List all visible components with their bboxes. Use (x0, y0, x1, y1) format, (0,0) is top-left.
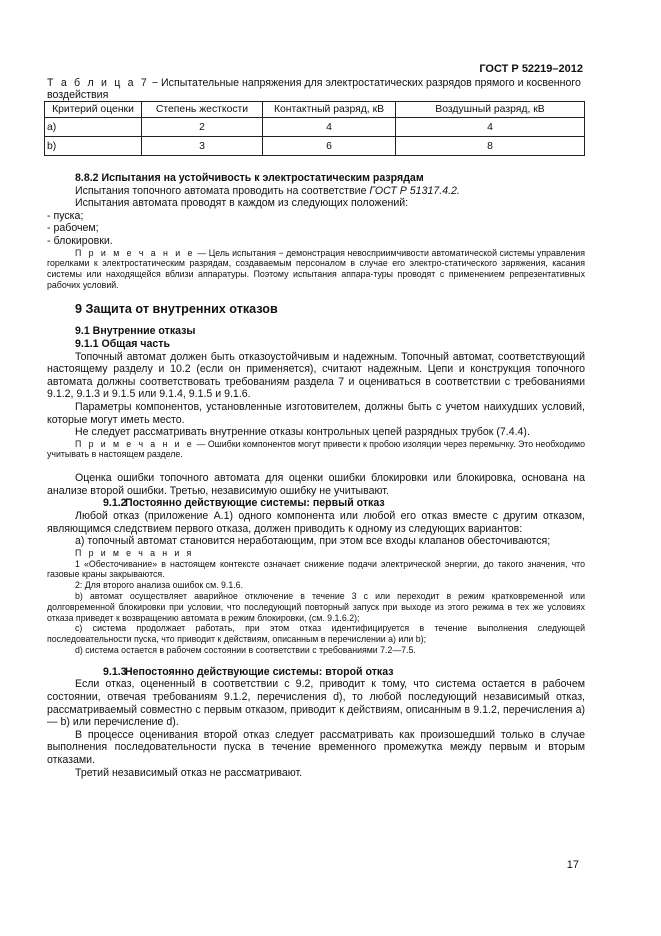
section-title: Непостоянно действующие системы: второй отказ (125, 665, 394, 678)
column-header: Критерий оценки (45, 102, 142, 118)
paragraph: Оценка ошибки топочного автомата для оценки ошибки блокировки или блокировка, основана на анализе второй ошибки. Третью, независимую ошибку не учитывают. (47, 472, 585, 497)
table-cell: а) (45, 118, 142, 137)
paragraph: Испытания автомата проводят в каждом из следующих положений: (75, 197, 409, 210)
note-text: — Цель испытания − демонстрация невосприимчивости автоматической системы управления горелками к электростатическим разрядам, создаваемым персоналом в случае его электро-статического заряжения, касания системы или находящейся вблизи аппаратуры. Поэтому испытания аппара-туры проводят с применением репрезентативных рабочих условий. (47, 247, 585, 290)
table-caption-label: Т а б л и ц а 7 (47, 77, 149, 89)
note (47, 439, 585, 461)
section-heading: 9.1 Внутренние отказы (75, 325, 196, 338)
document-body (47, 172, 585, 779)
notes-label: П р и м е ч а н и я (75, 547, 194, 558)
section-number: 9.1.3 (103, 665, 127, 678)
section-heading: 9.1.1 Общая часть (75, 337, 171, 350)
table-cell: 8 (396, 137, 585, 156)
note (47, 248, 585, 291)
paragraph: Параметры компонентов, установленные изготовителем, должны быть с учетом наихудших условий, которые могут иметь место. (47, 400, 585, 426)
note-text: — Ошибки компонентов могут привести к пробою изоляции через перемычку. Это необходимо учитывать в настоящем разделе. (47, 438, 585, 460)
column-header: Степень жесткости (142, 102, 263, 118)
standard-reference: ГОСТ Р 51317.4.2. (369, 184, 460, 197)
note: 2: Для второго анализа ошибок см. 9.1.6. (75, 580, 244, 591)
note: b) автомат осуществляет аварийное отключение в течение 3 с или переходит в режим кратковременной или долговременной блокировки при условии, что последующий повторный запуск при выходе из этого режима в тех же условиях отказа приведет к возвращению автомата в режим блокировки, (см. 9.1.6.2); (47, 591, 585, 623)
section-number: 9.1.2 (103, 497, 127, 510)
list-item: - блокировки. (47, 234, 113, 247)
table-row (45, 118, 585, 137)
paragraph (47, 185, 585, 198)
section-heading (47, 666, 585, 679)
table-cell: 3 (142, 137, 263, 156)
table-header-row (45, 102, 585, 118)
column-header: Воздушный разряд, кВ (396, 102, 585, 118)
note: 1 «Обесточивание» в настоящем контексте означает снижение подачи электрической энергии, до такого значения, что газовые краны закрываются. (47, 558, 585, 580)
table-cell: 6 (263, 137, 396, 156)
paragraph: Не следует рассматривать внутренние отказы контрольных цепей разрядных трубок (7.4.4). (75, 426, 530, 439)
table-cell: 4 (396, 118, 585, 137)
note-label: П р и м е ч а н и е (75, 438, 195, 449)
table-cell: b) (45, 137, 142, 156)
table-row (45, 137, 585, 156)
paragraph: а) топочный автомат становится неработающим, при этом все входы клапанов обесточиваются; (75, 535, 551, 548)
paragraph: Третий независимый отказ не рассматривают. (75, 766, 303, 779)
column-header: Контактный разряд, кВ (263, 102, 396, 118)
section-heading: 8.8.2 Испытания на устойчивость к электростатическим разрядам (75, 172, 424, 184)
test-voltage-table (44, 101, 585, 156)
paragraph: Любой отказ (приложение А.1) одного компонента или любой его отказ вместе с другим отказом, являющимся следствием первого отказа, должен приводить к одному из следующих вариантов: (47, 510, 585, 535)
table-cell: 4 (263, 118, 396, 137)
document-id: ГОСТ Р 52219–2012 (479, 63, 583, 75)
list-item: - пуска; (47, 209, 84, 222)
table-cell: 2 (142, 118, 263, 137)
table-caption-text: − Испытательные напряжения для электростатических разрядов прямого и косвенного воздействия (47, 77, 581, 101)
table-caption (47, 77, 587, 101)
list-item: - рабочем; (47, 222, 99, 235)
page-number: 17 (566, 859, 579, 871)
paragraph: Топочный автомат должен быть отказоустойчивым и надежным. Топочный автомат, соответствующий настоящему разделу и 10.2 (если он применяется), считают надежным. Цепи и конструкция топочного автомата должны соответствовать требованиям раздела 7 и оцениваться в соответствии с требованиями 9.1.2, 9.1.3 и 9.1.5 или 9.1.4, 9.1.5 и 9.1.6. (47, 350, 585, 401)
paragraph: В процессе оценивания второй отказ следует рассматривать как произошедший только в случае выполнения последовательности пуска в течение временного промежутка между первым и вторым отказами. (47, 728, 585, 766)
chapter-heading: 9 Защита от внутренних отказов (75, 301, 278, 316)
paragraph: Если отказ, оцененный в соответствии с 9.2, приводит к тому, что система остается в рабочем состоянии, отвечая требованиям 9.1.2, перечисления d), то любой последующий независимый отказ, рассматриваемый совместно с первым отказом, приводит к действиям, описанным в 9.1.2, перечисления а) — b) или перечисление d). (47, 678, 585, 729)
section-heading (47, 497, 585, 510)
note: d) система остается в рабочем состоянии в соответствии с требованиями 7.2—7.5. (75, 645, 416, 656)
section-title: Постоянно действующие системы: первый отказ (125, 497, 385, 510)
note: c) система продолжает работать, при этом отказ идентифицируется в течение выполнения следующей последовательности пуска, что приводит к действиям, описанным в перечислении а) или b); (47, 623, 585, 645)
note-label: П р и м е ч а н и е (75, 247, 195, 258)
paragraph-text: Испытания топочного автомата проводить на соответствие (75, 184, 370, 197)
